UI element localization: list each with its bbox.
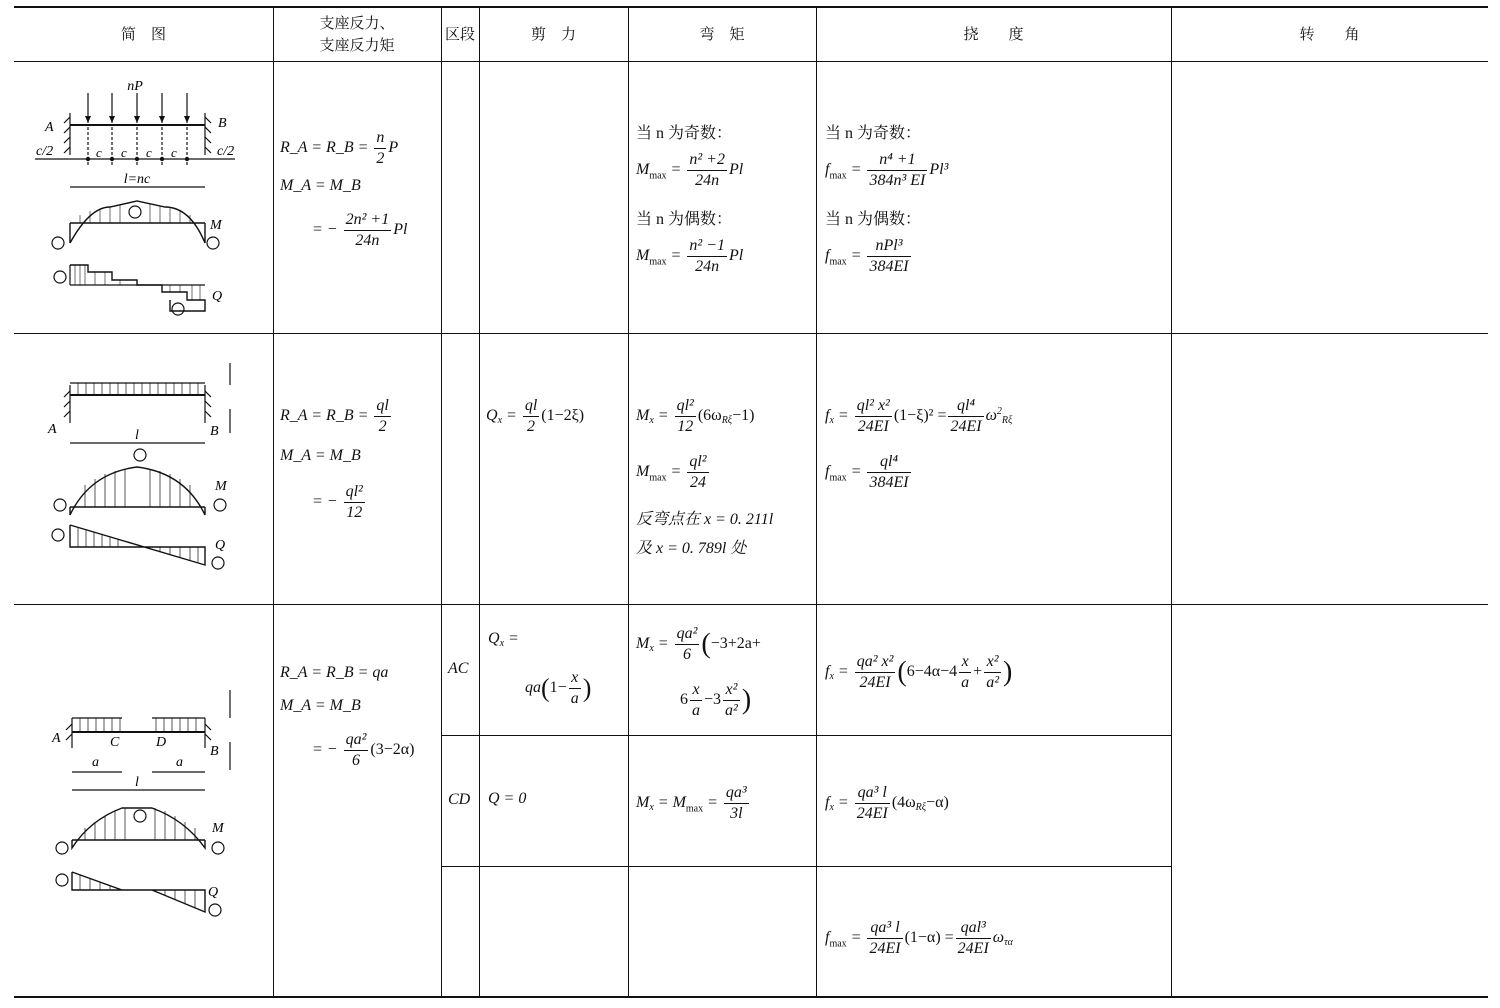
header-diagram: 简 图: [120, 25, 166, 43]
row1-deflection-even-label: 当 n 为偶数：: [825, 211, 922, 228]
row2-rule: [14, 604, 1488, 605]
row3-reaction-ra: R_A = R_B = qa: [280, 664, 389, 681]
row1-moment-even-label: 当 n 为偶数：: [636, 211, 733, 228]
row3-sub-rule-1: [441, 735, 1172, 736]
row1-moment-even: $M_{max}$ = $\frac{\text{n² −1}}{24n}$ Pl: [636, 237, 744, 275]
row2-label-span: l: [135, 428, 139, 443]
row3-label-a: A: [52, 731, 61, 746]
table-bottom-rule: [14, 996, 1488, 998]
row3-moment-ac-line2: 6 $\frac{x}{a}$ −3 $\frac{\text{x²}}{\text{a²}}$ ): [680, 681, 752, 719]
col-rule-1: [273, 8, 274, 996]
row3-moment-cd: $Mx = M_{max}$ = $\frac{\text{qa³}}{3l}$: [636, 784, 747, 822]
row1-deflection-odd-label: 当 n 为奇数：: [825, 125, 922, 142]
col-rule-4: [628, 8, 629, 996]
row1-label-c-1: c: [96, 145, 102, 160]
row2-label-q: Q: [215, 538, 226, 553]
row2-moment-note-2: 及 x = 0. 789l 处: [636, 540, 747, 557]
row1-label-c-half-left: c/2: [36, 144, 54, 159]
row2-label-m: M: [215, 479, 227, 494]
row3-beam-diagram: [30, 680, 260, 920]
row3-shear-ac-label: Qx =: [488, 630, 519, 649]
row1-moment-odd: $M_{max}$ = $\frac{\text{n² +2}}{24n}$ Pl: [636, 151, 744, 189]
row2-moment-note-1: 反弯点在 x = 0. 211l: [636, 511, 774, 528]
row3-sub-rule-2: [441, 866, 1172, 867]
row3-reaction-ma: M_A = M_B: [280, 697, 361, 714]
row1-label-c-half-right: c/2: [217, 144, 235, 159]
row1-deflection-odd: $f_{max}$ = $\frac{\text{n⁴ +1}}{\text{384n³ EI}}$ Pl³: [825, 151, 949, 189]
header-rule: [14, 61, 1488, 62]
row2-reaction-ma-value: = − $\frac{\text{ql²}}{12}$: [312, 483, 363, 521]
header-deflection: 挠 度: [963, 25, 1024, 43]
row3-shear-ac-value: qa(1− $\frac{x}{a}$ ): [525, 669, 592, 707]
row1-label-q: Q: [212, 289, 223, 304]
row1-label-b: B: [218, 116, 227, 131]
col-rule-3: [479, 8, 480, 996]
row3-segment-ac: AC: [448, 660, 469, 677]
row2-moment-mx: Mx = $\frac{\text{ql²}}{12}$ (6ωRξ−1): [636, 397, 755, 435]
col-rule-6: [1171, 8, 1172, 996]
row1-beam-diagram: [30, 75, 260, 325]
row3-label-b: B: [210, 744, 219, 759]
row3-deflection-ac: fx = $\frac{\text{qa² x²}}{24EI}$ (6−4α−4 $\frac{x}{a}$ + $\frac{\text{x²}}{\text{a²}}$ ): [825, 653, 1013, 691]
row3-label-m: M: [212, 821, 224, 836]
row1-reaction-ma: M_A = M_B: [280, 177, 361, 194]
row3-label-d: D: [156, 735, 167, 750]
row3-segment-cd: CD: [448, 791, 471, 808]
row3-label-span: l: [135, 775, 139, 790]
header-reactions: 支座反力、 支座反力矩: [319, 14, 395, 54]
row1-label-span: l=nc: [123, 172, 151, 187]
row3-label-c: C: [110, 735, 120, 750]
row1-deflection-even: $f_{max}$ = $\frac{\text{nPl³}}{384EI}$: [825, 237, 909, 275]
row3-deflection-cd: fx = $\frac{\text{qa³ l}}{24EI}$ (4ωRξ−α): [825, 784, 949, 822]
row1-reaction-ma-value: = − $\frac{\text{2n² +1}}{24n}$ Pl: [312, 211, 408, 249]
header-shear: 剪 力: [530, 25, 576, 43]
row2-shear: Qx = $\frac{ql}{2}$ (1−2ξ): [486, 397, 585, 435]
header-moment: 弯 矩: [699, 25, 745, 43]
row2-label-b: B: [210, 424, 219, 439]
row1-load-label: nP: [127, 79, 143, 94]
row3-label-a-left: a: [92, 755, 99, 770]
row3-deflection-max: $f_{max}$ = $\frac{\text{qa³ l}}{24EI}$ (1−α) = $\frac{\text{qal³}}{24EI}$ ωτα: [825, 919, 1013, 957]
header-rotation: 转 角: [1299, 25, 1360, 43]
row1-reaction-ra: R_A = R_B = $\frac{n}{2}$ P: [280, 129, 399, 167]
row3-label-a-right: a: [176, 755, 183, 770]
col-rule-2: [441, 8, 442, 996]
row1-label-c-2: c: [121, 145, 127, 160]
row3-reaction-ma-value: = − $\frac{\text{qa²}}{6}$ (3−2α): [312, 731, 415, 769]
row2-moment-max: $M_{max}$ = $\frac{\text{ql²}}{24}$: [636, 453, 707, 491]
header-segment: 区段: [444, 25, 475, 43]
row3-shear-cd: Q = 0: [488, 790, 527, 807]
row1-label-c-3: c: [146, 145, 152, 160]
row1-rule: [14, 333, 1488, 334]
row3-moment-ac-line1: Mx = $\frac{\text{qa²}}{6}$ (−3+2a+: [636, 625, 761, 663]
row1-moment-odd-label: 当 n 为奇数：: [636, 125, 733, 142]
row2-reaction-ra: R_A = R_B = $\frac{ql}{2}$: [280, 397, 389, 435]
row2-beam-diagram: [30, 355, 260, 585]
row2-reaction-ma: M_A = M_B: [280, 447, 361, 464]
col-rule-5: [816, 8, 817, 996]
row3-label-q: Q: [208, 885, 219, 900]
row1-label-c-4: c: [171, 145, 177, 160]
row2-label-a: A: [48, 422, 57, 437]
row2-deflection-fx: fx = $\frac{\text{ql² x²}}{24EI}$ (1−ξ)² = $\frac{\text{ql⁴}}{24EI}$ $\omega^2R\xi$: [825, 397, 1013, 435]
row1-label-a: A: [45, 120, 54, 135]
row2-deflection-max: $f_{max}$ = $\frac{\text{ql⁴}}{384EI}$: [825, 453, 909, 491]
row1-label-m: M: [210, 218, 222, 233]
